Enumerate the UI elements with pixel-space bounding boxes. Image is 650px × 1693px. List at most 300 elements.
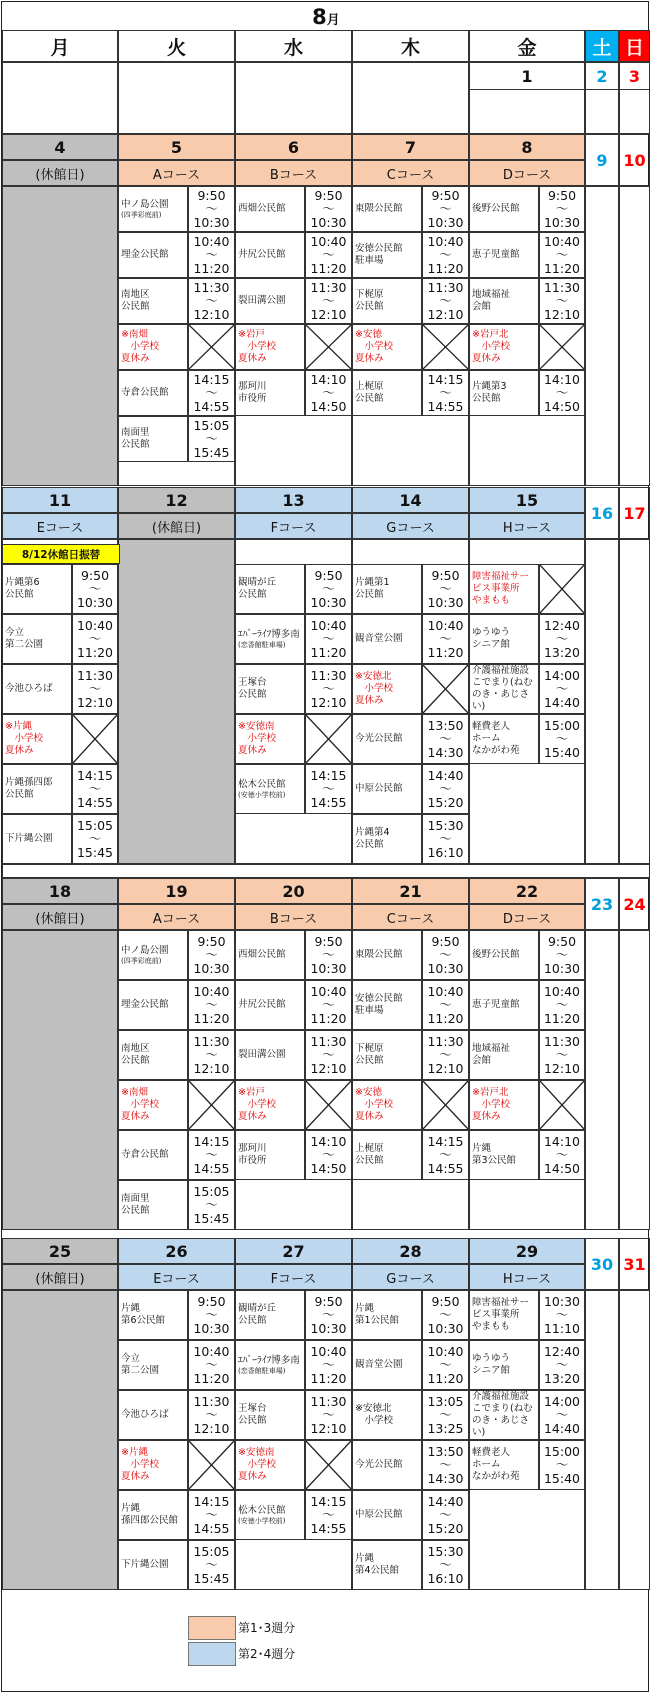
course-e-place: ※片縄 小学校 夏休み (2, 714, 72, 764)
time-value: 15:40 (543, 744, 581, 760)
course-b-time (305, 1130, 352, 1180)
time-value: 15:45 (193, 1210, 230, 1226)
time-value: 14:55 (193, 398, 230, 414)
time-value: 14:00 (543, 668, 581, 684)
time-separator: ～ (322, 1047, 335, 1063)
course-e-time (188, 1340, 235, 1390)
day-11: 11 (2, 487, 118, 513)
time-value: 9:50 (314, 934, 343, 950)
day-24: 24 (619, 878, 650, 930)
time-separator: ～ (439, 1557, 452, 1573)
time-separator: ～ (555, 1047, 569, 1063)
course-label: (休館日) (118, 513, 235, 539)
course-d-place: ※岩戸北 小学校 夏休み (469, 324, 539, 370)
course-g-place: 中原公民館 (352, 1490, 422, 1540)
course-e-place: 今池ひろば (2, 664, 72, 714)
time-separator: ～ (322, 201, 335, 217)
course-label: Fコース (235, 513, 352, 539)
time-separator: ～ (439, 1147, 452, 1163)
time-value: 14:10 (543, 1134, 581, 1150)
course-label: Eコース (118, 1264, 235, 1290)
day-6: 6 (235, 134, 352, 160)
course-c-place: 安徳公民館 駐車場 (352, 232, 422, 278)
course-h-place: 軽費老人 ホーム なかがわ苑 (469, 1440, 539, 1490)
day-19: 19 (118, 878, 235, 904)
day-21: 21 (352, 878, 469, 904)
time-separator: ～ (555, 997, 569, 1013)
course-h-place: 軽費老人 ホーム なかがわ苑 (469, 714, 539, 764)
time-separator: ～ (205, 1197, 218, 1213)
course-f-time (305, 1290, 352, 1340)
course-e-time (72, 764, 118, 814)
time-value: 15:05 (193, 418, 230, 434)
time-value: 12:10 (310, 1060, 347, 1076)
time-value: 11:20 (310, 1370, 347, 1386)
cancelled-cross-icon (305, 324, 352, 370)
time-value: 14:30 (427, 744, 464, 760)
course-label: Aコース (118, 904, 235, 930)
course-b-place: 裂田溝公園 (235, 278, 305, 324)
course-f-place: 王塚台 公民館 (235, 1390, 305, 1440)
course-h-place: ゆうゆう シニア館 (469, 1340, 539, 1390)
place-subnote: (恋香館駐車場) (238, 640, 286, 649)
day-7: 7 (352, 134, 469, 160)
dow-1: 火 (118, 30, 235, 62)
course-b-place: 那珂川 市役所 (235, 370, 305, 416)
week1-cell (235, 62, 352, 134)
course-d-time (539, 1030, 585, 1080)
time-separator: ～ (439, 731, 452, 747)
course-f-time (305, 1340, 352, 1390)
time-separator: ～ (205, 1047, 218, 1063)
course-a-time (188, 186, 235, 232)
time-value: 12:10 (193, 306, 230, 322)
course-c-place: ※安徳 小学校 夏休み (352, 324, 422, 370)
day-29: 29 (469, 1238, 585, 1264)
time-value: 11:30 (193, 1034, 230, 1050)
time-value: 10:30 (427, 1320, 464, 1336)
time-value: 11:30 (310, 1394, 347, 1410)
course-f-place: 松木公民館 (安徳小学校前) (235, 764, 305, 814)
time-separator: ～ (205, 247, 218, 263)
day-body (619, 1290, 650, 1590)
place-subnote: (安徳小学校前) (238, 790, 286, 799)
time-separator: ～ (322, 247, 335, 263)
course-b-place: ※岩戸 小学校 夏休み (235, 324, 305, 370)
time-value: 12:10 (543, 306, 581, 322)
time-separator: ～ (205, 385, 218, 401)
course-c-time (422, 930, 469, 980)
course-b-place: 西畑公民館 (235, 186, 305, 232)
time-separator: ～ (322, 997, 335, 1013)
course-a-time (188, 370, 235, 416)
course-f-time (305, 1490, 352, 1540)
course-h-place: 介護福祉施設 こでまり(ねむ のき・あじさ い) (469, 664, 539, 714)
time-separator: ～ (322, 947, 335, 963)
time-value: 12:10 (310, 306, 347, 322)
time-value: 15:00 (543, 1444, 581, 1460)
time-value: 15:45 (76, 844, 114, 860)
time-value: 14:55 (310, 1520, 347, 1536)
day-body (585, 930, 619, 1230)
time-value: 9:50 (197, 934, 226, 950)
course-b-time (305, 186, 352, 232)
course-a-place: ※南畑 小学校 夏休み (118, 1080, 188, 1130)
day-body (585, 1290, 619, 1590)
time-separator: ～ (205, 293, 218, 309)
time-value: 9:50 (197, 1294, 226, 1310)
time-value: 11:30 (427, 280, 464, 296)
time-separator: ～ (322, 1507, 335, 1523)
time-separator: ～ (322, 781, 335, 797)
course-d-time (539, 278, 585, 324)
day-3: 3 (619, 62, 650, 90)
time-separator: ～ (439, 581, 452, 597)
time-value: 12:10 (193, 1060, 230, 1076)
day-body (619, 539, 650, 864)
time-value: 14:10 (543, 372, 581, 388)
course-g-time (422, 814, 469, 864)
day-9: 9 (585, 134, 619, 186)
time-value: 10:40 (427, 1344, 464, 1360)
time-value: 9:50 (197, 188, 226, 204)
course-c-time (422, 1130, 469, 1180)
course-d-place: 片縄第3 公民館 (469, 370, 539, 416)
course-c-place: 下梶原 公民館 (352, 1030, 422, 1080)
course-a-place: 埋金公民館 (118, 232, 188, 278)
course-d-place: 恵子児童館 (469, 232, 539, 278)
course-d-time (539, 370, 585, 416)
course-d-time (539, 186, 585, 232)
course-g-time (422, 714, 469, 764)
dow-3: 木 (352, 30, 469, 62)
time-value: 12:10 (427, 1060, 464, 1076)
course-g-time (422, 564, 469, 614)
time-value: 10:40 (427, 618, 464, 634)
time-separator: ～ (205, 1507, 218, 1523)
time-value: 9:50 (431, 1294, 460, 1310)
course-g-time (422, 1490, 469, 1540)
course-g-time (422, 1290, 469, 1340)
time-value: 10:30 (427, 960, 464, 976)
course-e-time (72, 614, 118, 664)
course-label: Hコース (469, 513, 585, 539)
course-label: Dコース (469, 160, 585, 186)
time-separator: ～ (555, 631, 569, 647)
course-g-time (422, 1540, 469, 1590)
time-separator: ～ (322, 581, 335, 597)
course-e-place: 片縄孫四郎 公民館 (2, 764, 72, 814)
course-b-time (305, 232, 352, 278)
time-value: 9:50 (431, 188, 460, 204)
day-1: 1 (469, 62, 585, 90)
day-15: 15 (469, 487, 585, 513)
time-value: 14:15 (310, 768, 347, 784)
course-h-place: ゆうゆう シニア館 (469, 614, 539, 664)
time-value: 14:50 (543, 398, 581, 414)
time-value: 10:30 (427, 214, 464, 230)
time-value: 10:30 (310, 960, 347, 976)
time-value: 13:25 (427, 1420, 464, 1436)
day-26: 26 (118, 1238, 235, 1264)
time-separator: ～ (555, 1407, 569, 1423)
course-d-time (539, 980, 585, 1030)
time-value: 10:40 (310, 984, 347, 1000)
course-b-place: 井尻公民館 (235, 232, 305, 278)
course-f-place: ※安徳南 小学校 夏休み (235, 714, 305, 764)
course-b-time (305, 370, 352, 416)
course-a-time (188, 980, 235, 1030)
time-value: 14:15 (193, 1134, 230, 1150)
course-g-place: 片縄 第1公民館 (352, 1290, 422, 1340)
course-b-time (305, 1030, 352, 1080)
cancelled-cross-icon (422, 324, 469, 370)
time-value: 14:55 (427, 1160, 464, 1176)
time-value: 14:10 (310, 1134, 347, 1150)
time-value: 10:40 (543, 984, 581, 1000)
day-20: 20 (235, 878, 352, 904)
time-value: 10:30 (193, 214, 230, 230)
time-separator: ～ (555, 1357, 569, 1373)
time-separator: ～ (322, 1407, 335, 1423)
time-value: 15:30 (427, 818, 464, 834)
course-c-place: 東隈公民館 (352, 186, 422, 232)
course-e-place: 下片縄公園 (2, 814, 72, 864)
time-separator: ～ (88, 781, 102, 797)
course-f-time (305, 564, 352, 614)
course-label: Dコース (469, 904, 585, 930)
time-value: 11:20 (310, 644, 347, 660)
time-separator: ～ (88, 681, 102, 697)
time-separator: ～ (439, 997, 452, 1013)
time-value: 15:05 (76, 818, 114, 834)
time-separator: ～ (555, 201, 569, 217)
course-e-place: ※片縄 小学校 夏休み (118, 1440, 188, 1490)
course-f-place: 松木公民館 (安徳小学校前) (235, 1490, 305, 1540)
time-value: 14:55 (310, 794, 347, 810)
legend-swatch (188, 1642, 236, 1666)
cancelled-cross-icon (539, 564, 585, 614)
course-a-time (188, 1030, 235, 1080)
course-g-place: 観音堂公園 (352, 1340, 422, 1390)
time-value: 14:15 (310, 1494, 347, 1510)
course-g-place: 今光公民館 (352, 1440, 422, 1490)
time-value: 10:40 (76, 618, 114, 634)
month-title (2, 2, 650, 30)
time-value: 12:10 (427, 306, 464, 322)
day-5: 5 (118, 134, 235, 160)
course-h-time (539, 1440, 585, 1490)
course-b-place: 井尻公民館 (235, 980, 305, 1030)
day-4: 4 (2, 134, 118, 160)
course-d-place: 後野公民館 (469, 186, 539, 232)
place-subnote: (四季彩庭前) (121, 210, 162, 219)
time-value: 16:10 (427, 1570, 464, 1586)
course-f-time (305, 764, 352, 814)
course-h-place: 介護福祉施設 こでまり(ねむ のき・あじさ い) (469, 1390, 539, 1440)
time-separator: ～ (205, 201, 218, 217)
course-g-place: 片縄第4 公民館 (352, 814, 422, 864)
course-c-time (422, 186, 469, 232)
time-value: 15:05 (193, 1544, 230, 1560)
course-label: Hコース (469, 1264, 585, 1290)
time-value: 11:20 (193, 1370, 230, 1386)
time-value: 15:05 (193, 1184, 230, 1200)
time-value: 14:15 (427, 1134, 464, 1150)
time-value: 14:15 (76, 768, 114, 784)
time-separator: ～ (439, 1047, 452, 1063)
time-separator: ～ (439, 201, 452, 217)
day-body (619, 930, 650, 1230)
course-b-place: 裂田溝公園 (235, 1030, 305, 1080)
course-e-time (72, 564, 118, 614)
day-23: 23 (585, 878, 619, 930)
time-value: 11:20 (310, 260, 347, 276)
time-separator: ～ (322, 385, 335, 401)
time-separator: ～ (322, 1147, 335, 1163)
course-c-place: ※安徳 小学校 夏休み (352, 1080, 422, 1130)
time-value: 11:20 (427, 644, 464, 660)
dow-2: 水 (235, 30, 352, 62)
course-g-place: 片縄 第4公民館 (352, 1540, 422, 1590)
time-value: 10:40 (193, 984, 230, 1000)
dow-4: 金 (469, 30, 585, 62)
course-h-place: 障害福祉サー ビス事業所 やまもも (469, 564, 539, 614)
place-subnote: (恋香館駐車場) (238, 1366, 286, 1375)
time-value: 12:10 (76, 694, 114, 710)
time-value: 11:30 (543, 1034, 581, 1050)
course-e-time (188, 1390, 235, 1440)
course-a-time (188, 930, 235, 980)
week1-cell (2, 62, 118, 134)
time-value: 14:50 (543, 1160, 581, 1176)
course-f-place: ※安徳南 小学校 夏休み (235, 1440, 305, 1490)
course-g-time (422, 764, 469, 814)
course-g-place: ※安徳北 小学校 夏休み (352, 664, 422, 714)
course-label: Aコース (118, 160, 235, 186)
time-separator: ～ (88, 831, 102, 847)
course-g-place: 観音堂公園 (352, 614, 422, 664)
course-g-place: 今光公民館 (352, 714, 422, 764)
course-label: Fコース (235, 1264, 352, 1290)
course-c-place: 下梶原 公民館 (352, 278, 422, 324)
time-value: 10:40 (193, 1344, 230, 1360)
course-a-time (188, 232, 235, 278)
time-separator: ～ (88, 581, 102, 597)
time-separator: ～ (555, 681, 569, 697)
course-label: Gコース (352, 513, 469, 539)
course-d-time (539, 1130, 585, 1180)
day-28: 28 (352, 1238, 469, 1264)
day-17: 17 (619, 487, 650, 539)
course-e-time (72, 814, 118, 864)
day-body (585, 186, 619, 486)
month-unit: 月 (326, 13, 340, 28)
time-value: 14:15 (193, 372, 230, 388)
time-separator: ～ (439, 247, 452, 263)
course-g-time (422, 1390, 469, 1440)
course-e-place: 今立 第二公園 (2, 614, 72, 664)
calendar-page (1, 1, 649, 1692)
course-c-time (422, 232, 469, 278)
course-d-place: ※岩戸北 小学校 夏休み (469, 1080, 539, 1130)
time-value: 11:20 (193, 1010, 230, 1026)
course-f-time (305, 1390, 352, 1440)
time-value: 14:15 (193, 1494, 230, 1510)
time-separator: ～ (205, 1147, 218, 1163)
time-separator: ～ (205, 1407, 218, 1423)
time-value: 13:05 (427, 1394, 464, 1410)
course-b-time (305, 278, 352, 324)
course-label: Cコース (352, 904, 469, 930)
time-separator: ～ (555, 385, 569, 401)
dow-5: 土 (585, 30, 619, 62)
time-value: 10:40 (193, 234, 230, 250)
time-value: 10:30 (543, 960, 581, 976)
time-value: 12:40 (543, 1344, 581, 1360)
time-value: 10:40 (310, 1344, 347, 1360)
course-label: Bコース (235, 160, 352, 186)
time-separator: ～ (439, 385, 452, 401)
place-subnote: (安徳小学校前) (238, 1516, 286, 1525)
time-value: 14:40 (427, 1494, 464, 1510)
day-14: 14 (352, 487, 469, 513)
time-value: 10:40 (427, 984, 464, 1000)
week1-cell (118, 62, 235, 134)
time-value: 10:30 (543, 1294, 581, 1310)
time-value: 14:00 (543, 1394, 581, 1410)
time-value: 14:50 (310, 1160, 347, 1176)
time-value: 9:50 (314, 1294, 343, 1310)
time-value: 12:10 (310, 694, 347, 710)
time-value: 10:30 (193, 1320, 230, 1336)
time-value: 14:30 (427, 1470, 464, 1486)
course-b-time (305, 980, 352, 1030)
time-separator: ～ (555, 1457, 569, 1473)
time-separator: ～ (555, 947, 569, 963)
course-a-place: 南面里 公民館 (118, 416, 188, 462)
time-value: 11:20 (543, 1010, 581, 1026)
course-d-place: 片縄 第3公民館 (469, 1130, 539, 1180)
course-b-place: ※岩戸 小学校 夏休み (235, 1080, 305, 1130)
time-value: 10:30 (310, 594, 347, 610)
course-b-time (305, 930, 352, 980)
time-value: 15:20 (427, 1520, 464, 1536)
course-e-place: 今立 第二公園 (118, 1340, 188, 1390)
course-c-time (422, 278, 469, 324)
course-label: (休館日) (2, 904, 118, 930)
course-b-place: 西畑公民館 (235, 930, 305, 980)
day-body (585, 539, 619, 864)
course-e-time (188, 1490, 235, 1540)
course-g-place: ※安徳北 小学校 (352, 1390, 422, 1440)
day-18: 18 (2, 878, 118, 904)
course-c-place: 安徳公民館 駐車場 (352, 980, 422, 1030)
time-separator: ～ (205, 1307, 218, 1323)
closed-day-transfer-note: 8/12休館日振替 (2, 544, 120, 564)
course-a-time (188, 416, 235, 462)
time-value: 14:50 (310, 398, 347, 414)
course-e-place: 片縄 孫四郎公民館 (118, 1490, 188, 1540)
cancelled-cross-icon (305, 1080, 352, 1130)
day-31: 31 (619, 1238, 650, 1290)
time-value: 15:30 (427, 1544, 464, 1560)
time-separator: ～ (439, 947, 452, 963)
week1-cell (352, 62, 469, 134)
cancelled-cross-icon (72, 714, 118, 764)
day-body (2, 930, 118, 1230)
course-c-time (422, 370, 469, 416)
